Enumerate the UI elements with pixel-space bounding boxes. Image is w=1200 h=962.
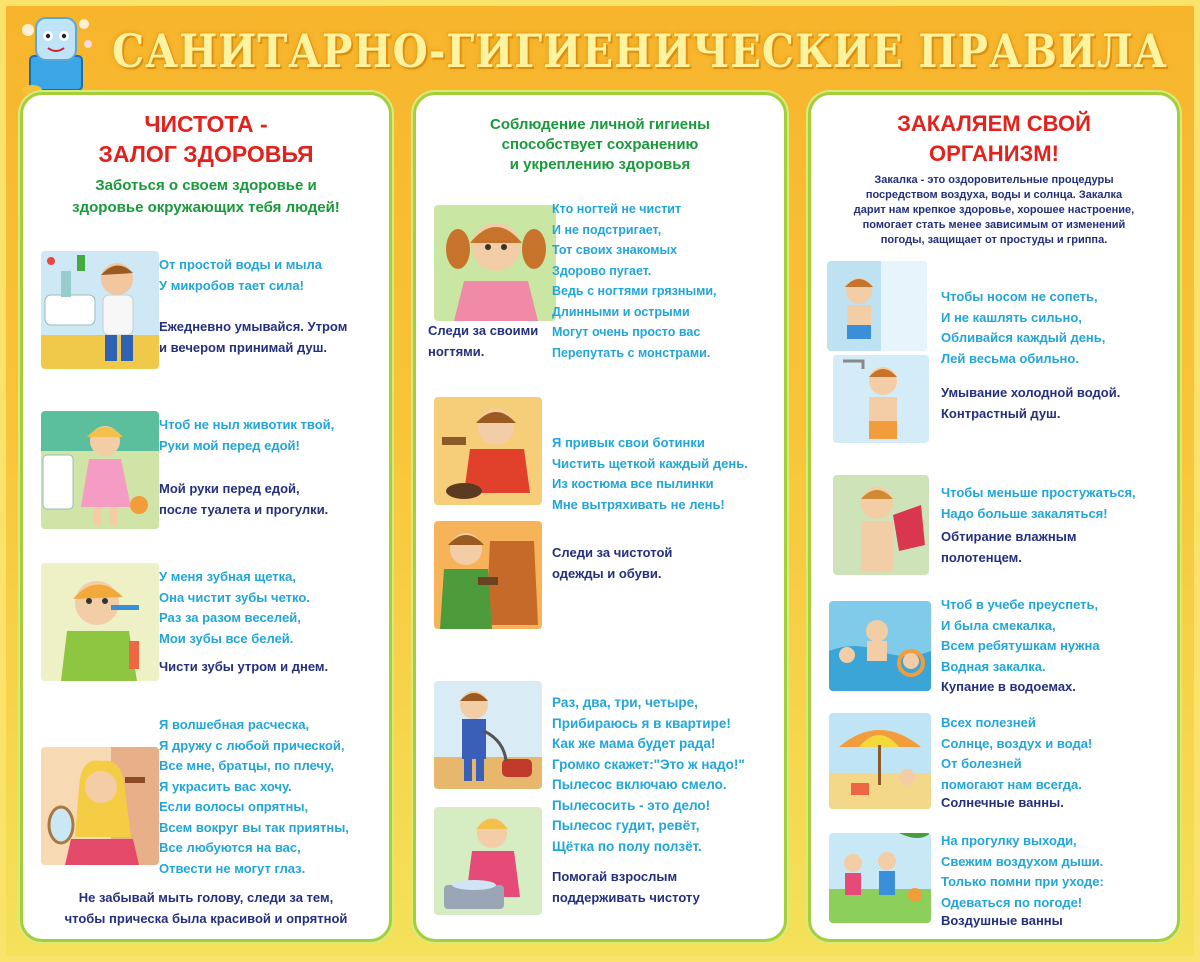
column1-item2-verse: Чтоб не ныл животик твой, Руки мой перед едой! <box>159 417 335 453</box>
poster-title: САНИТАРНО-ГИГИЕНИЧЕСКИЕ ПРАВИЛА <box>112 24 1168 78</box>
panel-hardening <box>808 92 1180 942</box>
column2-item5-rule: Помогай взрослым поддерживать чистоту <box>552 869 700 905</box>
column3-item3-rule: Купание в водоемах. <box>941 679 1076 694</box>
column2-item3-rule: Следи за чистотой одежды и обуви. <box>552 545 673 581</box>
column3-item3-verse: Чтоб в учебе преуспеть, И была смекалка, Всем ребятушкам нужна Водная закалка. <box>941 597 1100 674</box>
column2-item4-verse: Раз, два, три, четыре, Прибираюсь я в квартире! Как же мама будет рада! Громко скажет:"Это ж надо!" Пылесос включаю смело. Пылесосить - это дело! Пылесос гудит, ревёт, Щётка по полу ползёт. <box>552 695 745 854</box>
column1-item1-rule: Ежедневно умывайся. Утром и вечером принимай душ. <box>159 319 348 355</box>
column3-item1-verse: Чтобы носом не сопеть, И не кашлять сильно, Обливайся каждый день, Лей весьма обильно. <box>941 289 1106 366</box>
column3-item1-rule: Умывание холодной водой. Контрастный душ. <box>941 385 1121 421</box>
boy-cleaning-shoes-illustration <box>434 397 542 505</box>
column3-intro: Закалка - это оздоровительные процедуры посредством воздуха, воды и солнца. Закалка дарит нам крепкое здоровье, хорошее настроение, помогает стать менее зависимым от изменений погоды, защищает от простуды и гриппа. <box>853 174 1135 246</box>
column1-title-line2: ЗАЛОГ ЗДОРОВЬЯ <box>98 141 314 167</box>
column3-title-line2: ОРГАНИЗМ! <box>929 141 1059 166</box>
column2-title: Соблюдение личной гигиены способствует сохранению и укреплению здоровья <box>490 116 710 173</box>
panel-personal-hygiene <box>413 92 787 942</box>
children-walking-illustration <box>829 833 931 923</box>
column3-item2-rule: Обтирание влажным полотенцем. <box>941 529 1077 565</box>
column3-item5-verse: На прогулку выходи, Свежим воздухом дыши. Только помни при уходе: Одеваться по погоде! <box>941 833 1104 910</box>
column1-bottom-note: Не забывай мыть голову, следи за тем, чтобы прическа была красивой и опрятной <box>64 890 348 926</box>
girl-nails-illustration <box>434 205 556 321</box>
column1-item1-verse: От простой воды и мыла У микробов тает сила! <box>159 257 322 293</box>
girl-washing-hands-illustration <box>41 411 159 529</box>
column3-item4-rule: Солнечные ванны. <box>941 795 1064 810</box>
panel-cleanliness <box>20 92 392 942</box>
column1-title-line1: ЧИСТОТА - <box>144 111 268 137</box>
column3-item2-verse: Чтобы меньше простужаться, Надо больше закаляться! <box>941 485 1136 521</box>
column2-item1-rule: Следи за своими ногтями. <box>428 323 539 359</box>
beach-umbrella-illustration <box>829 713 931 809</box>
column1-item3-rule: Чисти зубы утром и днем. <box>159 659 329 674</box>
boy-towel-illustration <box>833 475 929 575</box>
boy-shower-illustration <box>827 261 927 351</box>
column3-title-line1: ЗАКАЛЯЕМ СВОЙ <box>897 111 1091 136</box>
boy-contrast-shower-illustration <box>833 355 929 443</box>
column1-item4-verse: Я волшебная расческа, Я дружу с любой прической, Все мне, братцы, по плечу, Я украсить вас хочу. Если волосы опрятны, Всем вокруг вы так приятны, Все любуются на вас, Отвести не могут глаз. <box>159 717 349 876</box>
children-swimming-illustration <box>829 601 931 691</box>
column1-item3-verse: У меня зубная щетка, Она чистит зубы четко. Раз за разом веселей, Мои зубы все белей. <box>159 569 310 646</box>
girl-washing-dishes-illustration <box>434 807 542 915</box>
girl-combing-hair-illustration <box>41 747 159 865</box>
column3-item4-verse: Всех полезней Солнце, воздух и вода! От болезней помогают нам всегда. <box>941 715 1093 792</box>
boy-vacuuming-illustration <box>434 681 542 789</box>
column3-item5-rule: Воздушные ванны <box>941 913 1063 928</box>
boy-washing-face-illustration <box>41 251 159 369</box>
column2-item1-verse: Кто ногтей не чистит И не подстригает, Тот своих знакомых Здорово пугает. Ведь с ногтями грязными, Длинными и острыми Могут очень просто вас Перепутать с монстрами. <box>552 202 717 360</box>
column2-item2-verse: Я привык свои ботинки Чистить щеткой каждый день. Из костюма все пылинки Мне вытряхивать не лень! <box>552 435 748 512</box>
column1-item2-rule: Мой руки перед едой, после туалета и прогулки. <box>159 481 329 517</box>
soap-mascot-icon <box>18 10 98 100</box>
boy-brushing-coat-illustration <box>434 521 542 629</box>
boy-brushing-teeth-illustration <box>41 563 159 681</box>
column1-subtitle: Заботься о своем здоровье и здоровье окружающих тебя людей! <box>72 177 340 216</box>
